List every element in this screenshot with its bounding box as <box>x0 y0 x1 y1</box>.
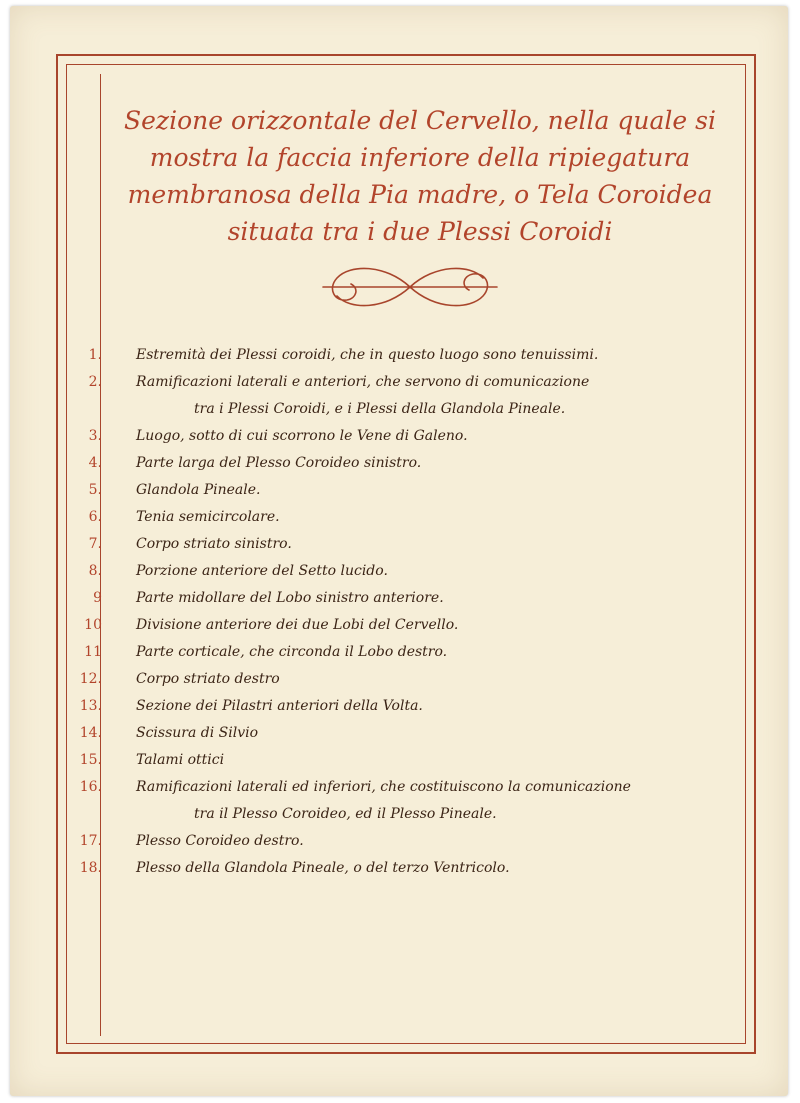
legend-text: Luogo, sotto di cui scorrono le Vene di Galeno. <box>136 428 468 444</box>
legend-text-continuation: tra i Plessi Coroidi, e i Plessi della Glandola Pineale. <box>194 401 566 417</box>
legend-text: Parte larga del Plesso Coroideo sinistro. <box>136 455 422 471</box>
legend-item <box>66 666 746 693</box>
legend-number: 7. <box>88 536 102 552</box>
legend-text-line: Ramificazioni laterali ed inferiori, che costituiscono la comunicazione <box>136 779 631 795</box>
legend-number: 8. <box>88 563 102 579</box>
legend-text <box>136 774 696 828</box>
legend-text <box>136 369 696 423</box>
legend-text-line: Ramificazioni laterali e anteriori, che servono di comunicazione <box>136 374 590 390</box>
legend-text: Porzione anteriore del Setto lucido. <box>136 563 388 579</box>
legend-item <box>66 531 746 558</box>
legend-text: Talami ottici <box>136 752 225 768</box>
legend-item <box>66 423 746 450</box>
legend-text: Corpo striato destro <box>136 671 280 687</box>
legend-text: Corpo striato sinistro. <box>136 536 292 552</box>
legend-number: 11 <box>84 644 102 660</box>
page-title: Sezione orizzontale del Cervello, nella quale si mostra la faccia inferiore della ripiegatura membranosa della Pia madre, o Tela Coroidea situata tra i due Plessi Coroidi <box>124 106 716 246</box>
legend-text: Estremità dei Plessi coroidi, che in questo luogo sono tenuissimi. <box>136 347 599 363</box>
legend-item <box>66 558 746 585</box>
legend-item <box>66 828 746 855</box>
flourish-ornament <box>315 262 505 312</box>
legend-number: 16. <box>79 779 102 795</box>
legend-number: 14. <box>79 725 102 741</box>
legend-item <box>66 693 746 720</box>
legend-text: Divisione anteriore dei due Lobi del Cervello. <box>136 617 459 633</box>
legend-text: Parte midollare del Lobo sinistro anteriore. <box>136 590 444 606</box>
legend-number: 10 <box>84 617 102 633</box>
legend-list <box>66 342 746 882</box>
legend-number: 18. <box>79 860 102 876</box>
legend-item <box>66 342 746 369</box>
legend-text: Plesso Coroideo destro. <box>136 833 304 849</box>
legend-number: 9 <box>93 590 102 606</box>
legend-item <box>66 855 746 882</box>
legend-item <box>66 450 746 477</box>
legend-number: 6. <box>88 509 102 525</box>
legend-item <box>66 639 746 666</box>
legend-item <box>66 612 746 639</box>
legend-text: Tenia semicircolare. <box>136 509 280 525</box>
legend-item <box>66 585 746 612</box>
legend-item <box>66 369 746 423</box>
legend-number: 12. <box>79 671 102 687</box>
legend-number: 15. <box>79 752 102 768</box>
legend-number: 4. <box>88 455 102 471</box>
legend-number: 1. <box>88 347 102 363</box>
legend-number: 5. <box>88 482 102 498</box>
legend-number: 17. <box>79 833 102 849</box>
legend-text: Sezione dei Pilastri anteriori della Volta. <box>136 698 423 714</box>
legend-text: Plesso della Glandola Pineale, o del terzo Ventricolo. <box>136 860 510 876</box>
legend-item <box>66 504 746 531</box>
legend-text: Glandola Pineale. <box>136 482 261 498</box>
legend-item <box>66 720 746 747</box>
legend-number: 13. <box>79 698 102 714</box>
legend-number: 3. <box>88 428 102 444</box>
legend-item <box>66 747 746 774</box>
legend-text: Scissura di Silvio <box>136 725 259 741</box>
legend-item <box>66 774 746 828</box>
legend-text: Parte corticale, che circonda il Lobo destro. <box>136 644 448 660</box>
legend-text-continuation: tra il Plesso Coroideo, ed il Plesso Pineale. <box>194 806 497 822</box>
legend-number: 2. <box>88 374 102 390</box>
legend-item <box>66 477 746 504</box>
